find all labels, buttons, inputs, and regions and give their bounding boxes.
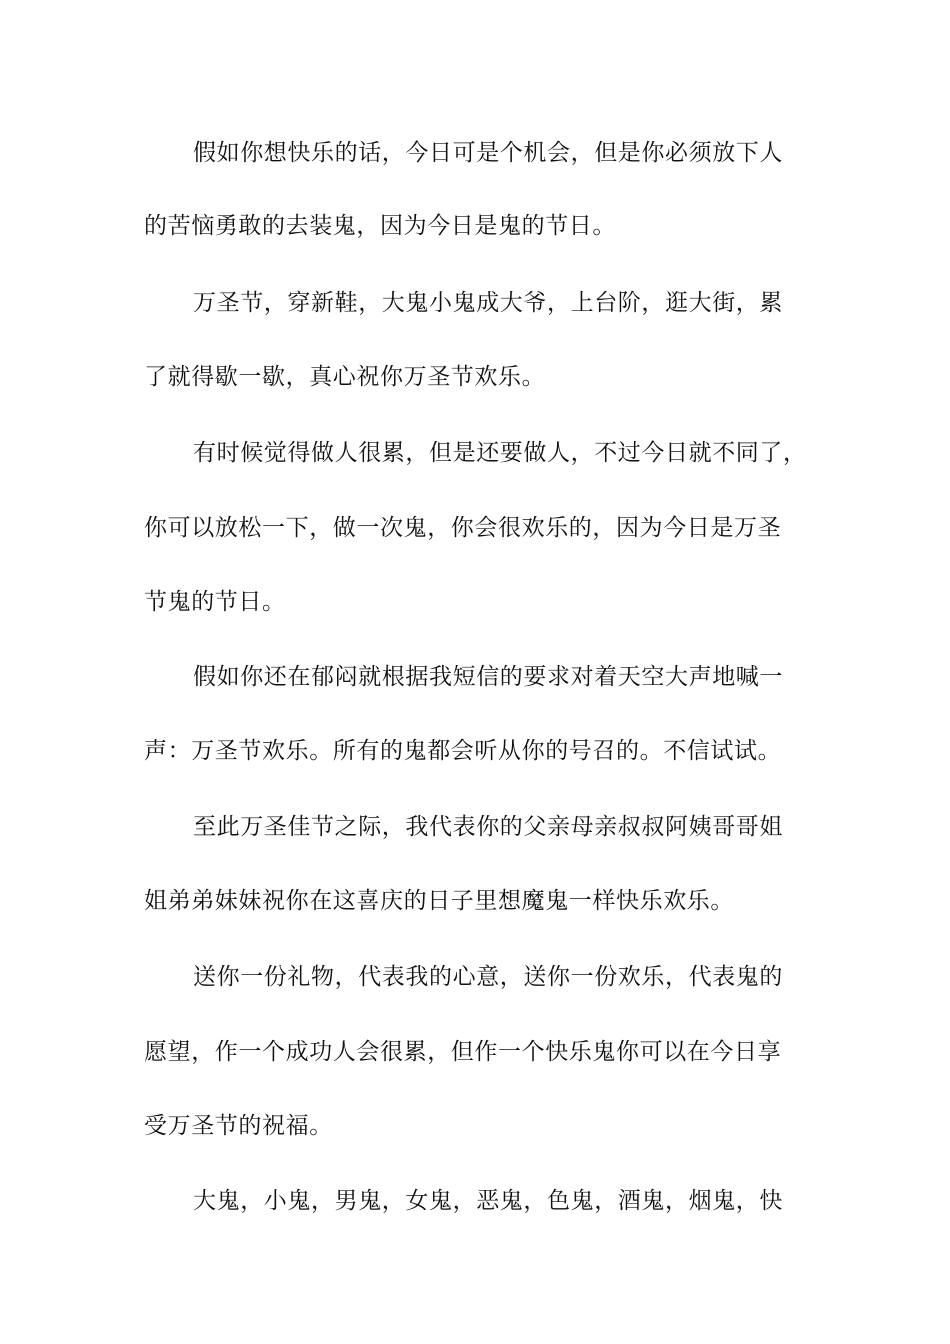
- paragraph-4-line-2: 声：万圣节欢乐。所有的鬼都会听从你的号召的。不信试试。: [144, 738, 782, 764]
- paragraph-2-line-1: 万圣节，穿新鞋，大鬼小鬼成大爷，上台阶，逛大街，累: [193, 290, 783, 316]
- paragraph-1-line-2: 的苦恼勇敢的去装鬼，因为今日是鬼的节日。: [144, 213, 616, 239]
- paragraph-6-line-2: 愿望，作一个成功人会很累，但作一个快乐鬼你可以在今日享: [144, 1039, 782, 1065]
- paragraph-4-line-1: 假如你还在郁闷就根据我短信的要求对着天空大声地喊一: [193, 664, 783, 690]
- paragraph-3-line-1: 有时候觉得做人很累，但是还要做人，不过今日就不同了，: [193, 440, 807, 466]
- paragraph-5-line-2: 姐弟弟妹妹祝你在这喜庆的日子里想魔鬼一样快乐欢乐。: [144, 888, 734, 914]
- paragraph-3-line-3: 节鬼的节日。: [144, 589, 286, 615]
- paragraph-3-line-2: 你可以放松一下，做一次鬼，你会很欢乐的，因为今日是万圣: [144, 515, 782, 541]
- paragraph-7-line-1: 大鬼，小鬼，男鬼，女鬼，恶鬼，色鬼，酒鬼，烟鬼，快: [193, 1188, 783, 1214]
- paragraph-2-line-2: 了就得歇一歇，真心祝你万圣节欢乐。: [144, 364, 546, 390]
- paragraph-1-line-1: 假如你想快乐的话，今日可是个机会，但是你必须放下人: [193, 140, 783, 166]
- paragraph-6-line-1: 送你一份礼物，代表我的心意，送你一份欢乐，代表鬼的: [193, 964, 783, 990]
- paragraph-5-line-1: 至此万圣佳节之际，我代表你的父亲母亲叔叔阿姨哥哥姐: [193, 814, 783, 840]
- paragraph-6-line-3: 受万圣节的祝福。: [144, 1113, 333, 1139]
